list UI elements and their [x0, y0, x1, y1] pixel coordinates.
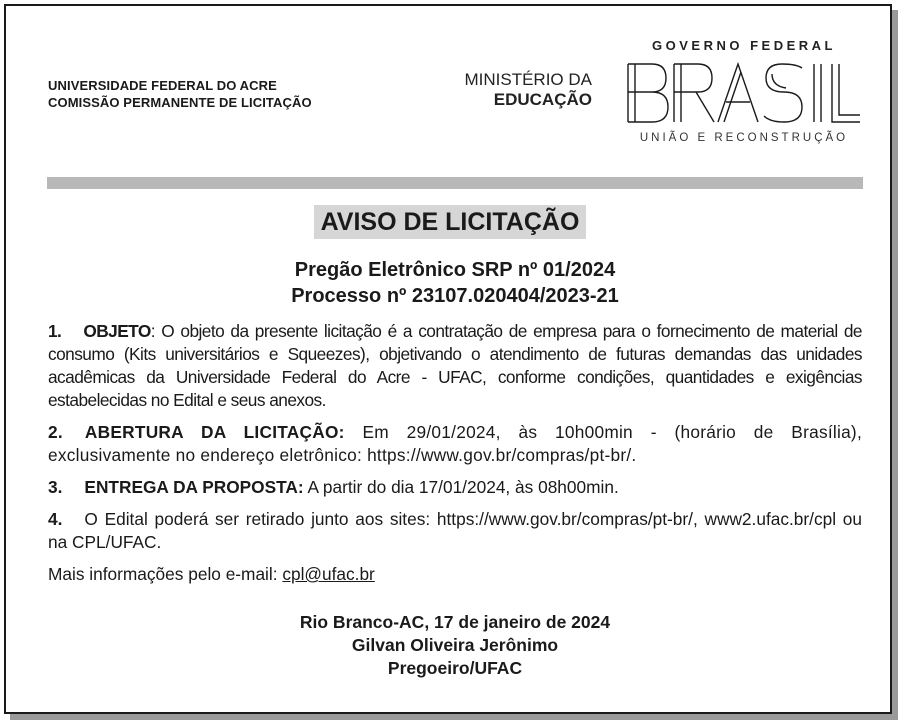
header-divider: [47, 177, 863, 189]
signer-role: Pregoeiro/UFAC: [387, 658, 523, 678]
title-wrapper: [0, 205, 900, 239]
place-date: Rio Branco-AC, 17 de janeiro de 2024: [299, 612, 611, 632]
email-link[interactable]: cpl@ufac.br: [282, 564, 375, 584]
item-abertura: [48, 421, 862, 467]
notice-subtitle: [0, 257, 900, 309]
item-number: 2.: [48, 422, 63, 442]
item-number: 4.: [48, 509, 63, 529]
ministry-logo: [442, 70, 592, 110]
item-number: 1.: [48, 321, 62, 341]
contact-prefix: Mais informações pelo e-mail:: [48, 564, 283, 584]
processo-line: Processo nº 23107.020404/2023-21: [291, 285, 619, 307]
item-label: ENTREGA DA PROPOSTA:: [84, 477, 304, 497]
pregao-line: Pregão Eletrônico SRP nº 01/2024: [294, 259, 616, 281]
education-line: EDUCAÇÃO: [493, 90, 592, 109]
item-text: A partir do dia 17/01/2024, às 08h00min.: [303, 477, 619, 497]
brasil-wordmark-logo: [626, 62, 862, 126]
item-number: 3.: [48, 477, 63, 497]
signer-name: Gilvan Oliveira Jerônimo: [351, 635, 559, 655]
item-edital: [48, 508, 862, 554]
notice-body: [48, 320, 862, 586]
slogan: UNIÃO E RECONSTRUÇÃO: [639, 132, 849, 144]
institution-name: UNIVERSIDADE FEDERAL DO ACRE: [48, 78, 277, 93]
governo-federal-label: GOVERNO FEDERAL: [652, 38, 836, 53]
signature-block: [0, 611, 900, 680]
item-label: OBJETO: [83, 321, 151, 341]
notice-title: AVISO DE LICITAÇÃO: [314, 205, 587, 239]
institution-block: [48, 77, 312, 111]
item-text: Em 29/01/2024, às 10h00min - (horário de Brasília), exclusivamente no endereço eletrônico: https://www.gov.br/compras/pt-br/.: [48, 422, 862, 465]
commission-name: COMISSÃO PERMANENTE DE LICITAÇÃO: [48, 95, 312, 110]
item-text: O Edital poderá ser retirado junto aos sites: https://www.gov.br/compras/pt-br/, www2.ufac.br/cpl ou na CPL/UFAC.: [48, 509, 862, 552]
item-label: ABERTURA DA LICITAÇÃO:: [84, 422, 345, 442]
item-objeto: [48, 320, 862, 412]
item-text: : O objeto da presente licitação é a contratação de empresa para o fornecimento de material de consumo (Kits universitários e Squeezes), objetivando o atendimento de futuras demandas das unidades acadêmicas da Universidade Federal do Acre - UFAC, conforme condições, quantidades e exigências estabelecidas no Edital e seus anexos.: [48, 321, 862, 410]
ministry-line: MINISTÉRIO DA: [464, 70, 592, 89]
contact-line: [48, 563, 862, 586]
item-entrega: [48, 476, 862, 499]
